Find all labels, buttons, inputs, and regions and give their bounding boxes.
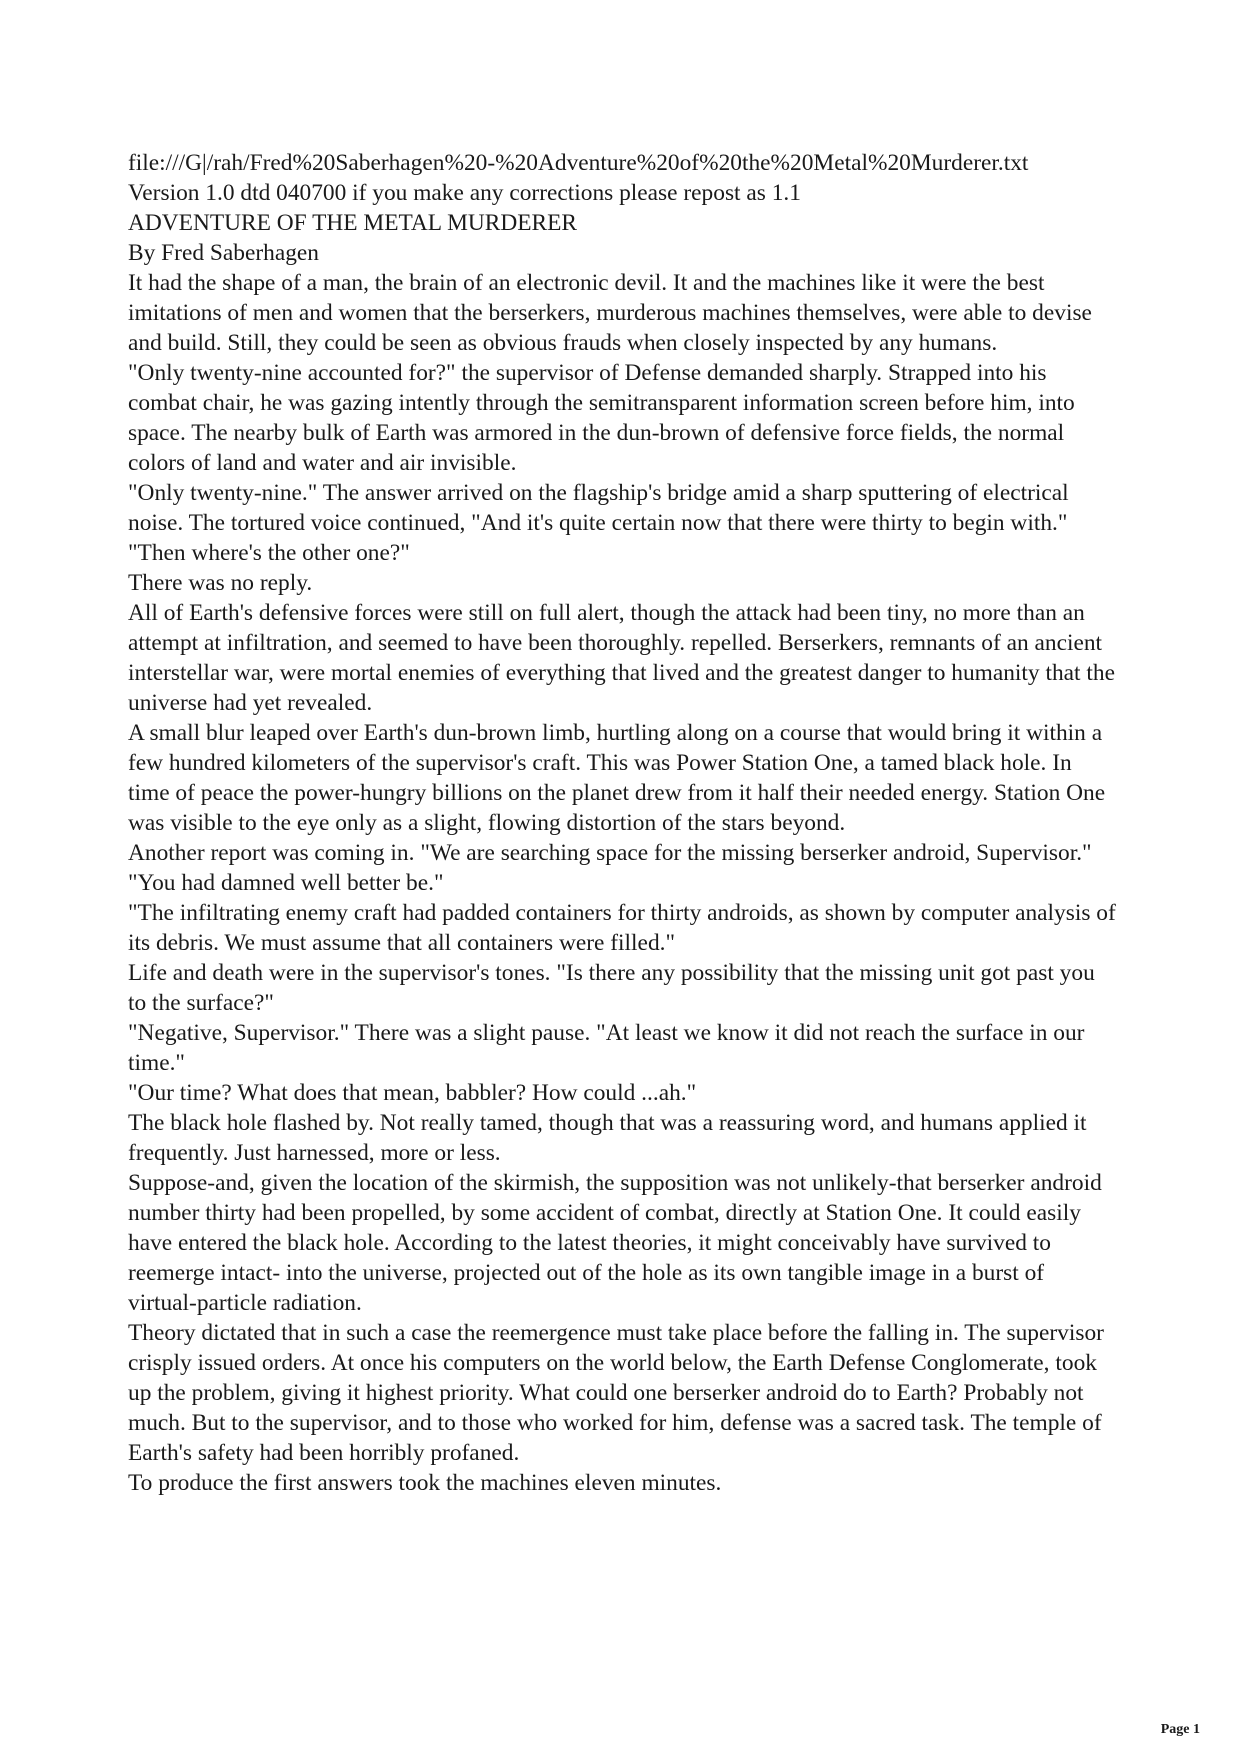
version-note: Version 1.0 dtd 040700 if you make any corrections please repost as 1.1: [128, 180, 801, 206]
paragraph: "Then where's the other one?": [128, 540, 410, 566]
paragraph: Theory dictated that in such a case the reemergence must take place before the falling in. The supervisor crisply issued orders. At once his computers on the world below, the Earth Defense Conglomerate, took up the problem, giving it highest priority. What could one berserker android do to Earth? Probably not much. But to the supervisor, and to those who worked for him, defense was a sacred task. The temple of Earth's safety had been horribly profaned.: [128, 1320, 1104, 1466]
paragraph: There was no reply.: [128, 570, 313, 596]
paragraph: Another report was coming in. "We are searching space for the missing berserker android, Supervisor.": [128, 840, 1092, 866]
paragraph: All of Earth's defensive forces were still on full alert, though the attack had been tiny, no more than an attempt at infiltration, and seemed to have been thoroughly. repelled. Berserkers, remnants of an ancient interstellar war, were mortal enemies of everything that lived and the greatest danger to humanity that the universe had yet revealed.: [128, 600, 1115, 716]
page-number: Page 1: [1160, 1722, 1200, 1737]
paragraph: "The infiltrating enemy craft had padded containers for thirty androids, as shown by computer analysis of its debris. We must assume that all containers were filled.": [128, 900, 1116, 956]
paragraph: "Our time? What does that mean, babbler? How could ...ah.": [128, 1080, 697, 1106]
paragraph: The black hole flashed by. Not really tamed, though that was a reassuring word, and humans applied it frequently. Just harnessed, more or less.: [128, 1110, 1087, 1166]
paragraph: Life and death were in the supervisor's tones. "Is there any possibility that the missing unit got past you to the surface?": [128, 960, 1095, 1016]
paragraph: "Only twenty-nine." The answer arrived on the flagship's bridge amid a sharp sputtering of electrical noise. The tortured voice continued, "And it's quite certain now that there were thirty to begin with.": [128, 480, 1069, 536]
paragraph: "Only twenty-nine accounted for?" the supervisor of Defense demanded sharply. Strapped into his combat chair, he was gazing intently through the semitransparent information screen before him, into space. The nearby bulk of Earth was armored in the dun-brown of defensive force fields, the normal colors of land and water and air invisible.: [128, 360, 1075, 476]
paragraph: "You had damned well better be.": [128, 870, 444, 896]
file-path: file:///G|/rah/Fred%20Saberhagen%20-%20Adventure%20of%20the%20Metal%20Murderer.txt: [128, 150, 1029, 176]
story-title: ADVENTURE OF THE METAL MURDERER: [128, 210, 578, 236]
byline: By Fred Saberhagen: [128, 240, 319, 266]
paragraph: A small blur leaped over Earth's dun-brown limb, hurtling along on a course that would bring it within a few hundred kilometers of the supervisor's craft. This was Power Station One, a tamed black hole. In time of peace the power-hungry billions on the planet drew from it half their needed energy. Station One was visible to the eye only as a slight, flowing distortion of the stars beyond.: [128, 720, 1106, 836]
document-page: [128, 148, 1118, 1498]
paragraph: "Negative, Supervisor." There was a slight pause. "At least we know it did not reach the surface in our time.": [128, 1020, 1085, 1076]
paragraph: To produce the first answers took the machines eleven minutes.: [128, 1470, 722, 1496]
paragraph: Suppose-and, given the location of the skirmish, the supposition was not unlikely-that berserker android number thirty had been propelled, by some accident of combat, directly at Station One. It could easily have entered the black hole. According to the latest theories, it might conceivably have survived to reemerge intact- into the universe, projected out of the hole as its own tangible image in a burst of virtual-particle radiation.: [128, 1170, 1102, 1316]
paragraph: It had the shape of a man, the brain of an electronic devil. It and the machines like it were the best imitations of men and women that the berserkers, murderous machines themselves, were able to devise and build. Still, they could be seen as obvious frauds when closely inspected by any humans.: [128, 270, 1092, 356]
